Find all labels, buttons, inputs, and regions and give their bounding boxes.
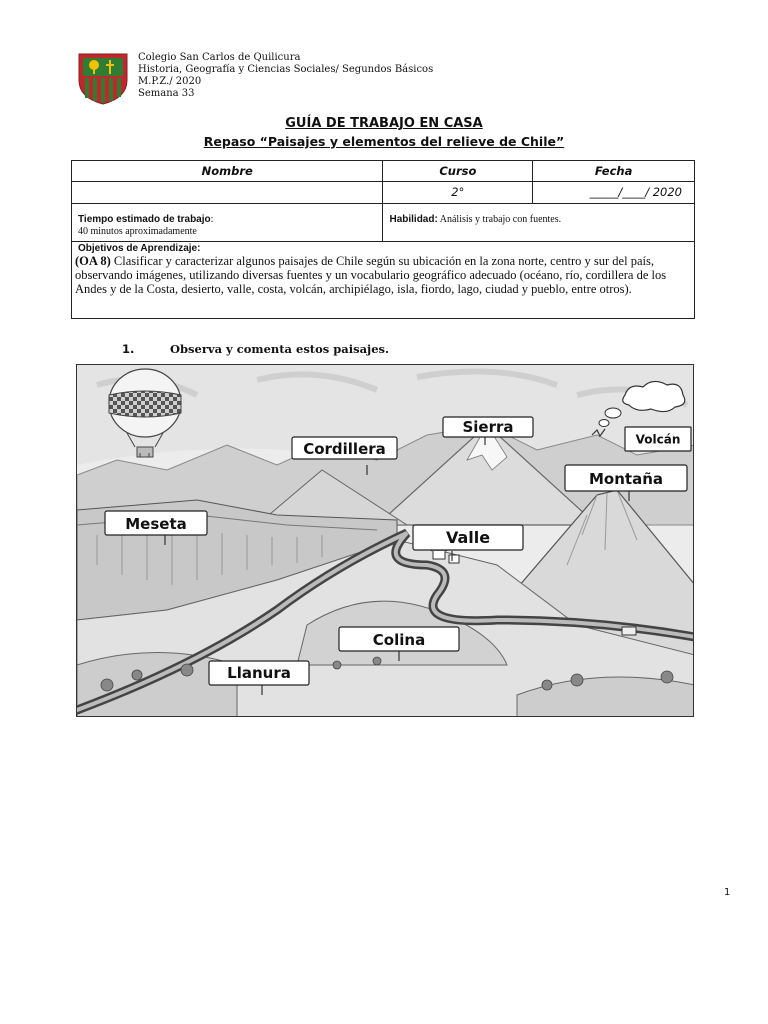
oa-code: (OA 8) [75, 254, 111, 268]
date-field[interactable]: _____/____/ 2020 [533, 182, 695, 204]
oa-description: Clasificar y caracterizar algunos paisajes de Chile según su ubicación en la zona norte, centro y sur del país, observando imágenes, utilizando diversas fuentes y un vocabulario geográfico adecuado (océano, río, cordillera de los Andes y de la Costa, desierto, valle, costa, volcán, archipiélago, isla, fiordo, lago, ciudad y pueblo, entre otros). [75, 254, 667, 296]
name-field[interactable] [72, 182, 383, 204]
course-header: Curso [383, 161, 533, 182]
time-colon: : [210, 214, 214, 225]
label-meseta: Meseta [125, 515, 187, 533]
skill-cell [383, 204, 695, 242]
label-colina: Colina [372, 631, 426, 649]
time-label: Tiempo estimado de trabajo [78, 214, 211, 225]
time-estimate-cell [72, 204, 383, 242]
question-number: 1. [122, 342, 135, 356]
question-1 [122, 342, 389, 356]
page-number: 1 [724, 887, 731, 898]
subject-line: Historia, Geografía y Ciencias Sociales/ Segundos Básicos [138, 64, 434, 75]
teacher-year: M.P.Z./ 2020 [138, 76, 202, 87]
date-header: Fecha [533, 161, 695, 182]
skill-value: Análisis y trabajo con fuentes. [437, 214, 562, 225]
name-header: Nombre [72, 161, 383, 182]
school-name: Colegio San Carlos de Quilicura [138, 52, 301, 63]
objectives-text [75, 254, 691, 296]
school-crest-logo [76, 50, 130, 106]
course-field[interactable]: 2° [383, 182, 533, 204]
label-llanura: Llanura [227, 664, 291, 682]
student-info-table [71, 160, 695, 319]
week-label: Semana 33 [138, 88, 195, 99]
label-cordillera: Cordillera [303, 440, 386, 458]
label-valle: Valle [445, 528, 491, 547]
skill-label: Habilidad: [389, 214, 438, 225]
label-montana: Montaña [588, 470, 664, 488]
question-text: Observa y comenta estos paisajes. [170, 342, 390, 356]
objectives-cell [72, 242, 695, 319]
label-sierra: Sierra [462, 418, 514, 436]
page-title: GUÍA DE TRABAJO EN CASA [285, 116, 483, 131]
label-volcan: Volcán [635, 432, 681, 447]
school-info-block [138, 52, 433, 100]
landscape-illustration [76, 364, 694, 717]
time-value: 40 minutos aproximadamente [78, 226, 197, 237]
objectives-label: Objetivos de Aprendizaje: [78, 243, 201, 254]
page-subtitle: Repaso “Paisajes y elementos del relieve de Chile” [203, 134, 565, 149]
